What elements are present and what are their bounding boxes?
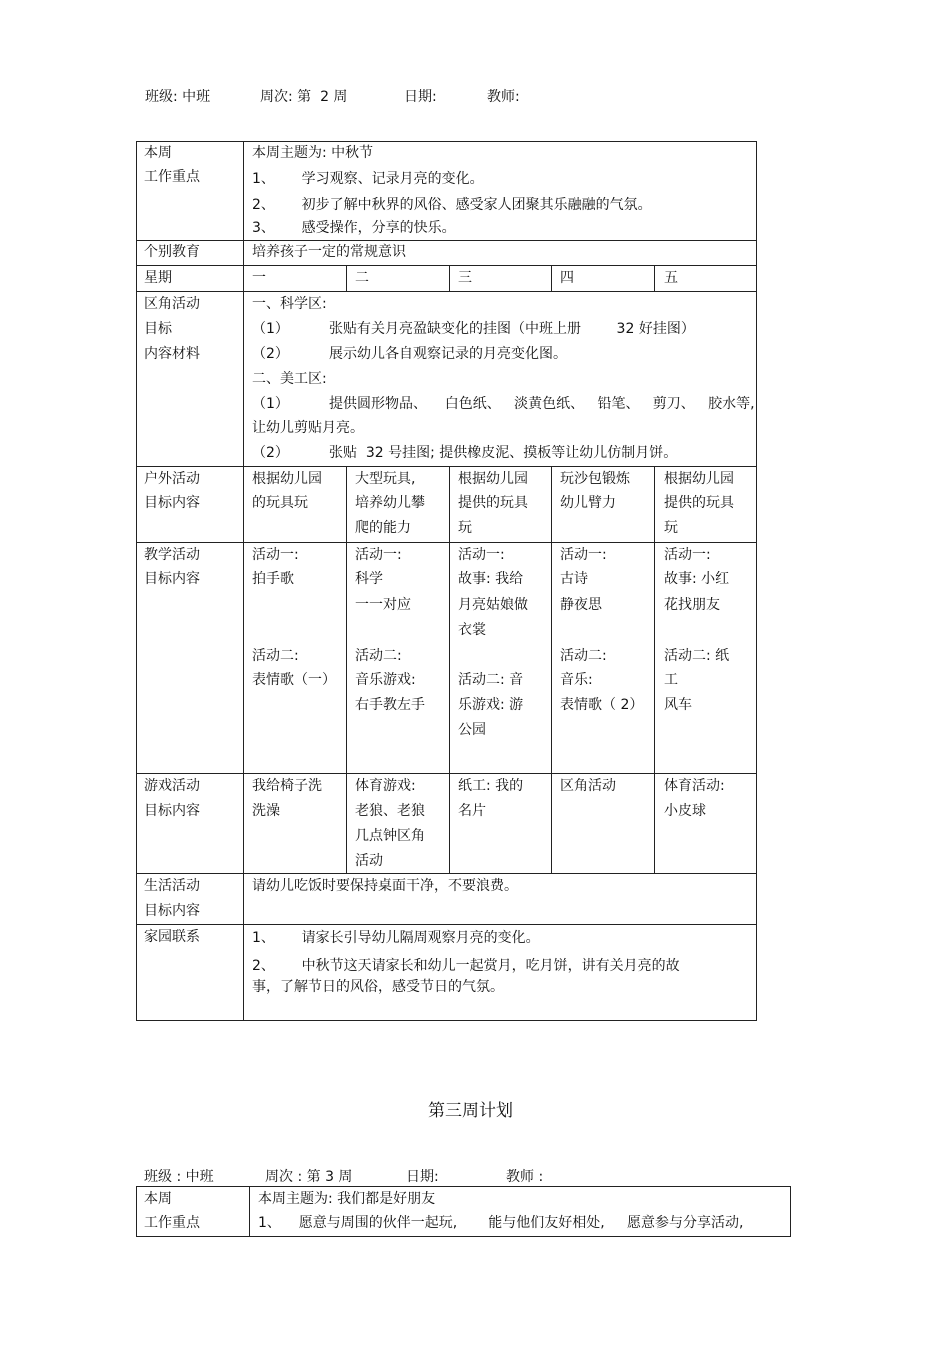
- teaching-wed: 月亮姑娘做: [458, 597, 528, 613]
- corner-line: （1） 张贴有关月亮盈缺变化的挂图（中班上册 32 好挂图）: [252, 321, 695, 337]
- table-rule: [346, 466, 347, 874]
- teaching-tue: 活动二:: [355, 648, 402, 664]
- outdoor-mon: 根据幼儿园: [252, 471, 322, 487]
- table-rule: [136, 1236, 791, 1237]
- weekday-mon: 一: [252, 270, 266, 286]
- teaching-mon: 活动二:: [252, 648, 299, 664]
- corner-line: （2） 展示幼儿各自观察记录的月亮变化图。: [252, 346, 567, 362]
- teaching-wed: 故事: 我给: [458, 571, 524, 587]
- outdoor-label-1: 户外活动: [144, 471, 200, 487]
- teaching-thu: 古诗: [560, 571, 588, 587]
- life-text: 请幼儿吃饭时要保持桌面干净，不要浪费。: [252, 878, 518, 894]
- teaching-fri: 花找朋友: [664, 597, 720, 613]
- outdoor-thu: 幼儿臂力: [560, 495, 616, 511]
- week3-focus-label-2: 工作重点: [144, 1215, 200, 1231]
- game-tue: 活动: [355, 853, 383, 869]
- teaching-thu: 活动一:: [560, 547, 607, 563]
- week3-focus-theme: 本周主题为: 我们都是好朋友: [258, 1191, 436, 1207]
- corner-label-2: 目标: [144, 321, 172, 337]
- teaching-fri: 风车: [664, 697, 692, 713]
- focus-item: 3、 感受操作，分享的快乐。: [252, 220, 456, 236]
- teaching-fri: 活动二: 纸: [664, 648, 730, 664]
- weekday-label: 星期: [144, 270, 172, 286]
- outdoor-wed: 根据幼儿园: [458, 471, 528, 487]
- table-rule: [136, 924, 757, 925]
- outdoor-tue: 大型玩具,: [355, 471, 416, 487]
- teaching-tue: 科学: [355, 571, 383, 587]
- game-tue: 老狼、老狼: [355, 803, 425, 819]
- game-mon: 我给椅子洗: [252, 778, 322, 794]
- week3-teacher-label: 教师 :: [506, 1169, 544, 1185]
- outdoor-label-2: 目标内容: [144, 495, 200, 511]
- game-label-1: 游戏活动: [144, 778, 200, 794]
- focus-item: 1、 学习观察、记录月亮的变化。: [252, 171, 484, 187]
- weekday-tue: 二: [355, 270, 369, 286]
- individual-text: 培养孩子一定的常规意识: [252, 244, 406, 260]
- outdoor-fri: 玩: [664, 520, 678, 536]
- individual-label: 个别教育: [144, 244, 200, 260]
- teaching-thu: 静夜思: [560, 597, 602, 613]
- corner-label-1: 区角活动: [144, 296, 200, 312]
- week2-teacher-label: 教师:: [487, 89, 520, 105]
- table-rule: [346, 265, 347, 292]
- corner-line: 让幼儿剪贴月亮。: [252, 420, 364, 436]
- teaching-fri: 工: [664, 672, 678, 688]
- table-rule: [551, 265, 552, 292]
- table-rule: [654, 265, 655, 292]
- teaching-wed: 活动一:: [458, 547, 505, 563]
- teaching-thu: 表情歌（ 2）: [560, 697, 644, 713]
- table-rule: [136, 1186, 791, 1187]
- table-rule: [551, 466, 552, 874]
- weekday-wed: 三: [458, 270, 472, 286]
- focus-item: 2、 初步了解中秋界的风俗、感受家人团聚其乐融融的气氛。: [252, 197, 652, 213]
- corner-line: （1） 提供圆形物品、 白色纸、 淡黄色纸、 铅笔、 剪刀、 胶水等,: [252, 396, 755, 412]
- outdoor-fri: 根据幼儿园: [664, 471, 734, 487]
- teaching-thu: 音乐:: [560, 672, 593, 688]
- teaching-wed: 活动二: 音: [458, 672, 524, 688]
- game-wed: 名片: [458, 803, 486, 819]
- outdoor-wed: 玩: [458, 520, 472, 536]
- table-rule: [136, 1186, 137, 1237]
- outdoor-tue: 培养幼儿攀: [355, 495, 425, 511]
- game-fri: 体育活动:: [664, 778, 725, 794]
- family-line: 2、 中秋节这天请家长和幼儿一起赏月，吃月饼，讲有关月亮的故: [252, 958, 680, 974]
- teaching-label-2: 目标内容: [144, 571, 200, 587]
- focus-label-2: 工作重点: [144, 169, 200, 185]
- table-rule: [654, 466, 655, 874]
- week3-focus-label-1: 本周: [144, 1191, 172, 1207]
- table-rule: [136, 1020, 757, 1021]
- teaching-wed: 公园: [458, 722, 486, 738]
- teaching-mon: 活动一:: [252, 547, 299, 563]
- table-rule: [249, 1186, 250, 1237]
- table-rule: [756, 141, 757, 1021]
- outdoor-thu: 玩沙包锻炼: [560, 471, 630, 487]
- weekday-fri: 五: [664, 270, 678, 286]
- outdoor-fri: 提供的玩具: [664, 495, 734, 511]
- table-rule: [790, 1186, 791, 1237]
- game-mon: 洗澡: [252, 803, 280, 819]
- week2-class-label: 班级: 中班: [145, 89, 211, 105]
- game-fri: 小皮球: [664, 803, 706, 819]
- life-label-2: 目标内容: [144, 903, 200, 919]
- teaching-wed: 衣裳: [458, 622, 486, 638]
- teaching-fri: 活动一:: [664, 547, 711, 563]
- corner-line: （2） 张贴 32 号挂图; 提供橡皮泥、摸板等让幼儿仿制月饼。: [252, 445, 678, 461]
- life-label-1: 生活活动: [144, 878, 200, 894]
- weekday-thu: 四: [560, 270, 574, 286]
- teaching-thu: 活动二:: [560, 648, 607, 664]
- teaching-tue: 右手教左手: [355, 697, 425, 713]
- table-rule: [449, 265, 450, 292]
- family-line: 事，了解节日的风俗，感受节日的气氛。: [252, 979, 504, 995]
- week3-week-label: 周次 : 第 3 周: [265, 1169, 353, 1185]
- table-rule: [136, 291, 757, 292]
- teaching-label-1: 教学活动: [144, 547, 200, 563]
- corner-line: 二、美工区:: [252, 371, 327, 387]
- game-tue: 体育游戏:: [355, 778, 416, 794]
- focus-theme: 本周主题为: 中秋节: [252, 145, 374, 161]
- week2-week-label: 周次: 第 2 周: [260, 89, 348, 105]
- corner-line: 一、科学区:: [252, 296, 327, 312]
- game-tue: 几点钟区角: [355, 828, 425, 844]
- table-rule: [136, 141, 137, 1021]
- teaching-mon: 拍手歌: [252, 571, 294, 587]
- table-rule: [136, 141, 757, 142]
- family-line: 1、 请家长引导幼儿隔周观察月亮的变化。: [252, 930, 540, 946]
- teaching-tue: 一一对应: [355, 597, 411, 613]
- week3-class-label: 班级 : 中班: [144, 1169, 214, 1185]
- outdoor-tue: 爬的能力: [355, 520, 411, 536]
- week3-date-label: 日期:: [406, 1169, 439, 1185]
- teaching-fri: 故事: 小红: [664, 571, 730, 587]
- game-label-2: 目标内容: [144, 803, 200, 819]
- table-rule: [243, 141, 244, 1021]
- teaching-tue: 音乐游戏:: [355, 672, 416, 688]
- game-thu: 区角活动: [560, 778, 616, 794]
- family-label: 家园联系: [144, 929, 200, 945]
- table-rule: [449, 466, 450, 874]
- week3-focus-item: 1、 愿意与周围的伙伴一起玩, 能与他们友好相处, 愿意参与分享活动,: [258, 1215, 744, 1231]
- teaching-wed: 乐游戏: 游: [458, 697, 524, 713]
- teaching-mon: 表情歌（一）: [252, 672, 336, 688]
- focus-label-1: 本周: [144, 145, 172, 161]
- outdoor-wed: 提供的玩具: [458, 495, 528, 511]
- outdoor-mon: 的玩具玩: [252, 495, 308, 511]
- teaching-tue: 活动一:: [355, 547, 402, 563]
- week3-title: 第三周计划: [428, 1101, 513, 1121]
- game-wed: 纸工: 我的: [458, 778, 524, 794]
- week2-date-label: 日期:: [404, 89, 437, 105]
- corner-label-3: 内容材料: [144, 346, 200, 362]
